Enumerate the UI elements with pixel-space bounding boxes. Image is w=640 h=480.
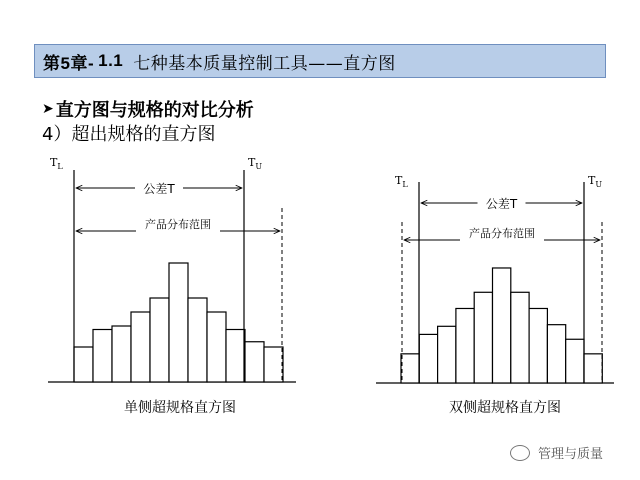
wechat-icon — [510, 445, 530, 461]
histogram-bar — [511, 292, 529, 383]
histogram-bar — [474, 292, 492, 383]
histogram-bar — [93, 330, 112, 383]
slide-title: 七种基本质量控制工具——直方图 — [133, 53, 396, 74]
histogram-bar — [493, 268, 511, 383]
tolerance-label: 公差T — [143, 182, 175, 196]
section-number: 1.1 — [98, 51, 124, 70]
heading-text: 直方图与规格的对比分析 — [55, 100, 254, 121]
upper-spec-label: $T_U$ — [248, 156, 263, 171]
histogram-bar — [566, 339, 584, 383]
histogram-bar — [169, 263, 188, 382]
histogram-bar — [529, 308, 547, 383]
chapter-label: 第5章- — [43, 53, 95, 73]
tolerance-label: 公差T — [485, 197, 518, 211]
histogram-bar — [226, 330, 245, 383]
histogram-bar — [584, 354, 602, 383]
histogram-bar — [419, 334, 437, 383]
histogram-bar — [207, 312, 226, 382]
histogram-bar — [74, 347, 93, 382]
histogram-bar — [112, 326, 131, 382]
histogram-bar — [401, 354, 419, 383]
histogram-bar — [264, 347, 283, 382]
diagram-caption: 单侧超规格直方图 — [124, 400, 236, 416]
lower-spec-label: $T_L$ — [50, 156, 63, 171]
upper-spec-label: $T_U$ — [588, 174, 603, 189]
histogram-bar — [456, 308, 474, 383]
histogram-bar — [188, 298, 207, 382]
watermark — [510, 443, 603, 462]
distribution-range-label: 产品分布范围 — [145, 218, 211, 231]
lower-spec-label: $T_L$ — [395, 174, 408, 189]
watermark-text: 管理与质量 — [538, 447, 604, 462]
histogram-bar — [131, 312, 150, 382]
distribution-range-label: 产品分布范围 — [469, 227, 535, 240]
diagram-caption: 双侧超规格直方图 — [449, 400, 561, 416]
histogram-bar — [245, 342, 264, 382]
bullet-arrow-icon: ➤ — [42, 101, 54, 117]
histogram-bar — [438, 326, 456, 383]
histogram-bar — [150, 298, 169, 382]
histogram-bar — [547, 325, 565, 383]
subheading: 4）超出规格的直方图 — [42, 124, 216, 145]
